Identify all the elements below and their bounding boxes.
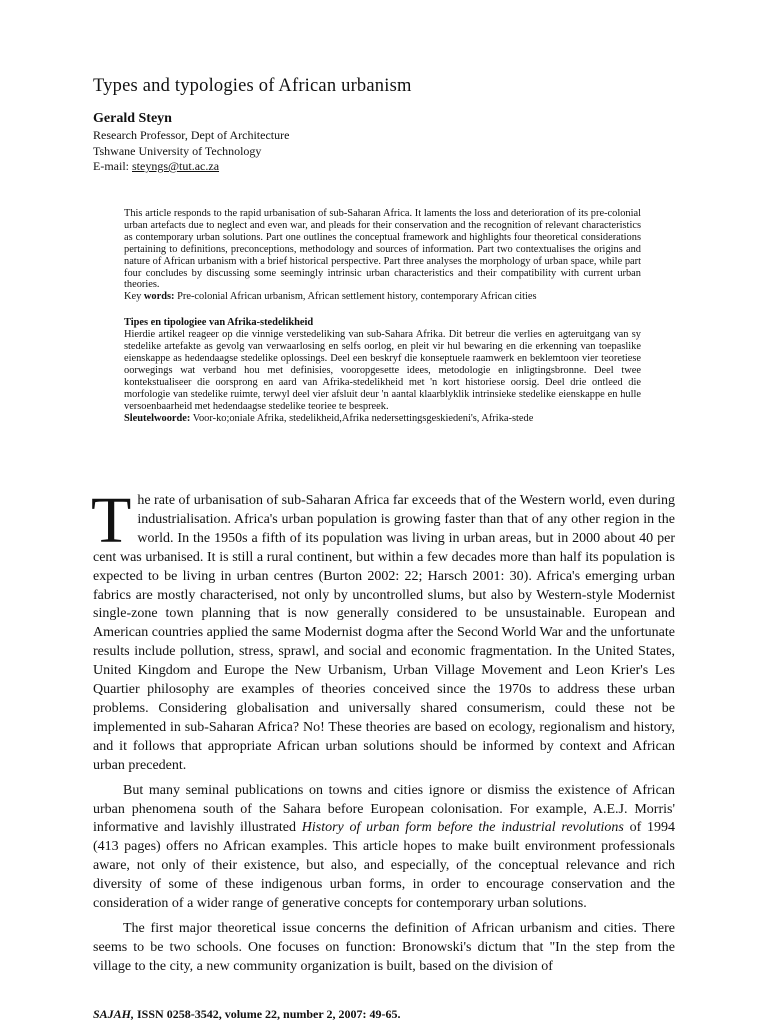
paragraph-2-text-b: of 1994 (413 pages) offers no African examples. This article hopes to make built environment professionals aware, not only of their existence, but also, and especially, of the conceptual relevance and rich diversity of some of these indigenous urban forms, in order to encourage conservation and the consideration of a wider range of generative concepts for contemporary urban solutions. — [93, 820, 676, 912]
afrikaans-keywords-line — [124, 413, 641, 425]
journal-citation: ISSN 0258-3542, volume 22, number 2, 2007: 49-65. — [137, 1007, 401, 1021]
journal-footer — [93, 1007, 400, 1022]
afrikaans-abstract: Hierdie artikel reageer op die vinnige verstedeliking van sub-Sahara Afrika. Dit betreur die verlies en agteruitgang van sy stedelike artefakte as gevolg van verwaarlosing en selfs oorlog, en pleit vir hul bewaring en die erkenning van toepaslike eienskappe as hedendaagse stedelike oplossings. Deel een beskryf die konseptuele raamwerk en beklemtoon vier teoretiese oorwegings wat verband hou met definisies, vooropgesette idees, metodologie en inligtingsbronne. Deel twee kontekstualiseer die oorsprong en aard van Afrika-stedelikheid met 'n kort historiese oorsig. Deel drie ontleed die morfologie van stedelike ruimte, terwyl deel vier afsluit deur 'n aantal klaarblyklik intrinsieke stedelike eienskappe en hulle versoenbaarheid met hedendaagse stedelike teoriee te bespreek. — [124, 329, 641, 412]
keywords-text: Pre-colonial African urbanism, African settlement history, contemporary African cities — [177, 291, 537, 303]
body-paragraph-2 — [93, 782, 675, 914]
afrikaans-keywords-text: Voor-ko;oniale Afrika, stedelikheid,Afrika nedersettingsgeskiedeni's, Afrika-stede — [192, 412, 534, 424]
email-line — [93, 159, 289, 175]
abstract-block — [124, 208, 641, 424]
journal-name: SAJAH, — [93, 1007, 135, 1021]
author-name: Gerald Steyn — [93, 111, 172, 126]
email-label: E-mail: — [93, 159, 129, 173]
keywords-label-part1: Key — [124, 291, 142, 303]
book-title-italic: History of urban form before the industrial revolutions — [301, 820, 624, 836]
drop-cap: T — [91, 484, 132, 557]
affiliation-institution: Tshwane University of Technology — [93, 143, 262, 158]
email-link[interactable]: steyngs@tut.ac.za — [132, 159, 220, 173]
paragraph-2-text-a: But many seminal publications on towns and cities ignore or dismiss the existence of African urban phenomena south of the Sahara before European colonisation. For example, A.E.J. Morris' informative and lavishly illustrated — [93, 782, 675, 836]
author-affiliation — [93, 128, 289, 175]
article-title: Types and typologies of African urbanism — [93, 76, 412, 96]
afrikaans-keywords-label: Sleutelwoorde: — [124, 412, 191, 424]
afrikaans-title: Tipes en tipologiee van Afrika-stedelikheid — [124, 317, 314, 329]
body-paragraph-1 — [91, 484, 675, 776]
keywords-label-part2: words: — [143, 291, 175, 303]
article-body — [91, 484, 676, 983]
abstract-text: This article responds to the rapid urbanisation of sub-Saharan Africa. It laments the loss and deterioration of its pre-colonial urban artefacts due to neglect and even war, and pleads for their conservation and the recognition of relevant characteristics as contemporary urban solutions. Part one outlines the conceptual framework and highlights four theoretical considerations pertaining to definitions, preconceptions, methodology and sources of information. Part two contextualises the origins and nature of African urbanism with a brief historical perspective. Part three analyses the morphology of urban space, while part four concludes by discussing some seemingly intrinsic urban characteristics and their compatibility with current urban theories. — [124, 208, 641, 291]
affiliation-position: Research Professor, Dept of Architecture — [93, 128, 290, 142]
keywords-line — [124, 291, 641, 303]
body-paragraph-3: The first major theoretical issue concerns the definition of African urbanism and cities. There seems to be two schools. One focuses on function: Bronowski's dictum that "In the step from the village to the city, a new community organization is built, based on the division of — [93, 920, 675, 974]
paragraph-1-text: he rate of urbanisation of sub-Saharan Africa far exceeds that of the Western world, even during industrialisation. Africa's urban population is growing faster than that of any other region in the world. In the 1950s a fifth of its population was living in urban areas, but in 2000 about 40 per cent was urbanised. It is still a rural continent, but within a few decades more than half its population is expected to be living in urban centres (Burton 2002: 22; Harsch 2001: 30). Africa's emerging urban fabrics are mostly characterised, not only by uncontrolled slums, but also by Western-style Modernist single-zone town planning that is now generally considered to be unsustainable. European and American countries applied the same Modernist dogma after the Second World War and the unfortunate results include pollution, stress, sprawl, and social and economic fragmentation. In the United States, United Kingdom and Europe the New Urbanism, Urban Village Movement and Leon Krier's Les Quartier philosophy are examples of theories conceived since the 1970s to address these urban problems. Considering globalisation and universally shared consumerism, could these not be implemented in sub-Saharan Africa? No! These theories are based on ecology, regionalism and history, and it follows that appropriate African urban solutions should be informed by context and African urban precedent. — [93, 493, 675, 773]
